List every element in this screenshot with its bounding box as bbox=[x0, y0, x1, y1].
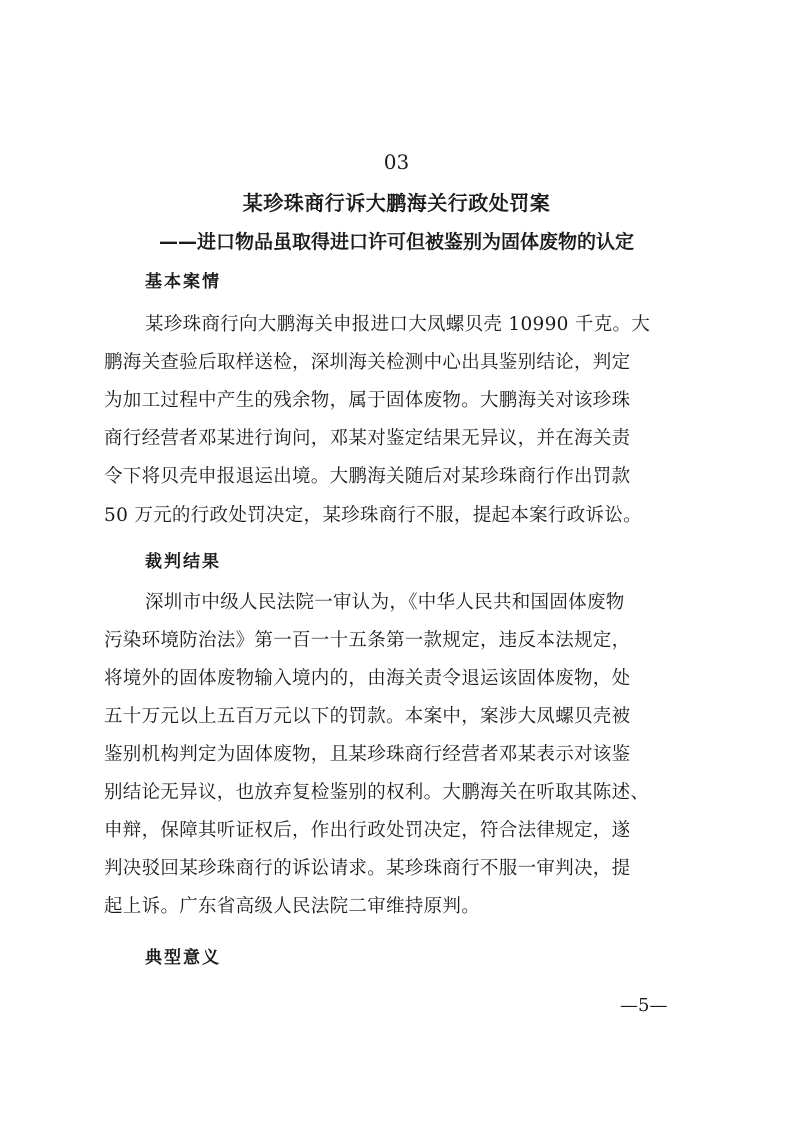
paragraph-line: 令下将贝壳申报退运出境。大鹏海关随后对某珍珠商行作出罚款 bbox=[104, 466, 631, 487]
paragraph-line: 商行经营者邓某进行询问，邓某对鉴定结果无异议，并在海关责 bbox=[104, 428, 631, 449]
paragraph-line: 判决驳回某珍珠商行的诉讼请求。某珍珠商行不服一审判决，提 bbox=[104, 858, 631, 879]
paragraph-line: 将境外的固体废物输入境内的，由海关责令退运该固体废物，处 bbox=[104, 668, 631, 689]
paragraph-line: 鉴别机构判定为固体废物，且某珍珠商行经营者邓某表示对该鉴 bbox=[104, 744, 631, 765]
paragraph-line: 深圳市中级人民法院一审认为，《中华人民共和国固体废物 bbox=[145, 592, 625, 613]
paragraph-line: 为加工过程中产生的残余物，属于固体废物。大鹏海关对该珍珠 bbox=[104, 390, 631, 411]
paragraph-line: 污染环境防治法》第一百一十五条第一款规定，违反本法规定， bbox=[104, 630, 631, 651]
section-heading-basic-facts: 基本案情 bbox=[145, 272, 221, 292]
section-heading-significance: 典型意义 bbox=[145, 948, 221, 968]
page-number: —5— bbox=[620, 995, 668, 1016]
paragraph-line: 别结论无异议，也放弃复检鉴别的权利。大鹏海关在听取其陈述、 bbox=[104, 782, 650, 803]
paragraph-line: 起上诉。广东省高级人民法院二审维持原判。 bbox=[104, 896, 481, 917]
section-heading-judgment: 裁判结果 bbox=[145, 552, 221, 572]
case-title: 某珍珠商行诉大鹏海关行政处罚案 bbox=[242, 191, 551, 215]
paragraph-line: 某珍珠商行向大鹏海关申报进口大凤螺贝壳 10990 千克。大 bbox=[145, 314, 651, 335]
paragraph-line: 鹏海关查验后取样送检，深圳海关检测中心出具鉴别结论，判定 bbox=[104, 352, 631, 373]
paragraph-line: 50 万元的行政处罚决定，某珍珠商行不服，提起本案行政诉讼。 bbox=[104, 505, 642, 526]
paragraph-line: 五十万元以上五百万元以下的罚款。本案中，案涉大凤螺贝壳被 bbox=[104, 706, 631, 727]
case-subtitle: ——进口物品虽取得进口许可但被鉴别为固体废物的认定 bbox=[158, 231, 634, 253]
case-number: 03 bbox=[383, 150, 410, 174]
paragraph-line: 申辩，保障其听证权后，作出行政处罚决定，符合法律规定，遂 bbox=[104, 820, 631, 841]
